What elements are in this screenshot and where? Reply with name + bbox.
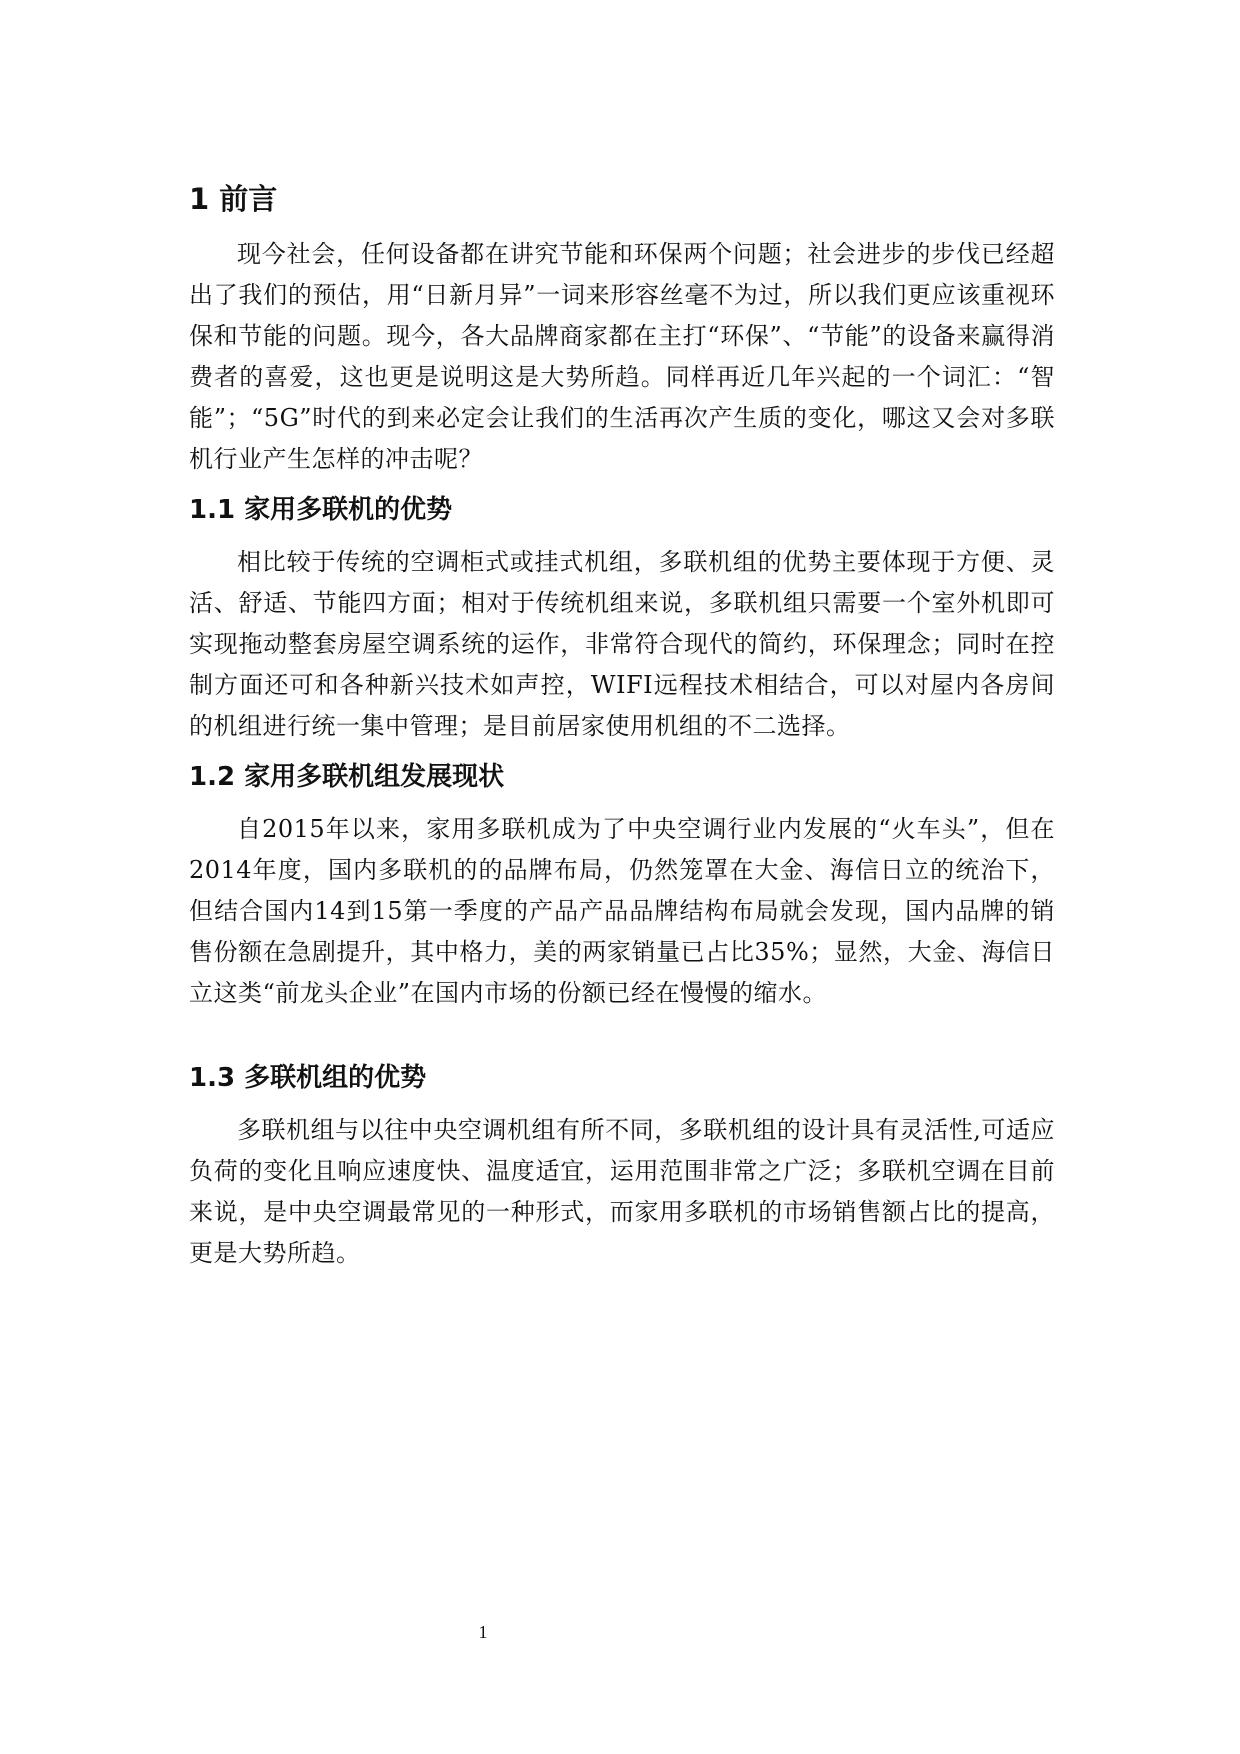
section-heading-preface: 1 前言 <box>189 182 278 216</box>
page-number: 1 <box>478 1622 488 1642</box>
advantages-paragraph: 相比较于传统的空调柜式或挂式机组，多联机组的优势主要体现于方便、灵活、舒适、节能四方面；相对于传统机组来说，多联机组只需要一个室外机即可实现拖动整套房屋空调系统的运作，非常符合现代的简约，环保理念；同时在控制方面还可和各种新兴技术如声控，WIFI远程技术相结合，可以对屋内各房间的机组进行统一集中管理；是目前居家使用机组的不二选择。 <box>189 548 1055 740</box>
section-heading-1-1: 1.1 家用多联机的优势 <box>189 495 453 525</box>
preface-paragraph: 现今社会，任何设备都在讲究节能和环保两个问题；社会进步的步伐已经超出了我们的预估，用“日新月异”一词来形容丝毫不为过，所以我们更应该重视环保和节能的问题。现今，各大品牌商家都在主打“环保”、“节能”的设备来赢得消费者的喜爱，这也更是说明这是大势所趋。同样再近几年兴起的一个词汇：“智能”；“5G”时代的到来必定会让我们的生活再次产生质的变化，哪这又会对多联机行业产生怎样的冲击呢？ <box>189 240 1055 473</box>
section-heading-1-2: 1.2 家用多联机组发展现状 <box>189 762 505 792</box>
section-heading-1-3: 1.3 多联机组的优势 <box>189 1063 427 1093</box>
status-paragraph: 自2015年以来，家用多联机成为了中央空调行业内发展的“火车头”，但在2014年度，国内多联机的的品牌布局，仍然笼罩在大金、海信日立的统治下，但结合国内14到15第一季度的产品产品品牌结构布局就会发现，国内品牌的销售份额在急剧提升，其中格力，美的两家销量已占比35%；显然，大金、海信日立这类“前龙头企业”在国内市场的份额已经在慢慢的缩水。 <box>189 815 1055 1007</box>
unit-advantages-paragraph: 多联机组与以往中央空调机组有所不同，多联机组的设计具有灵活性,可适应负荷的变化且响应速度快、温度适宜，运用范围非常之广泛；多联机空调在目前来说，是中央空调最常见的一种形式，而家用多联机的市场销售额占比的提高，更是大势所趋。 <box>189 1116 1055 1267</box>
document-body <box>189 178 1055 1274</box>
